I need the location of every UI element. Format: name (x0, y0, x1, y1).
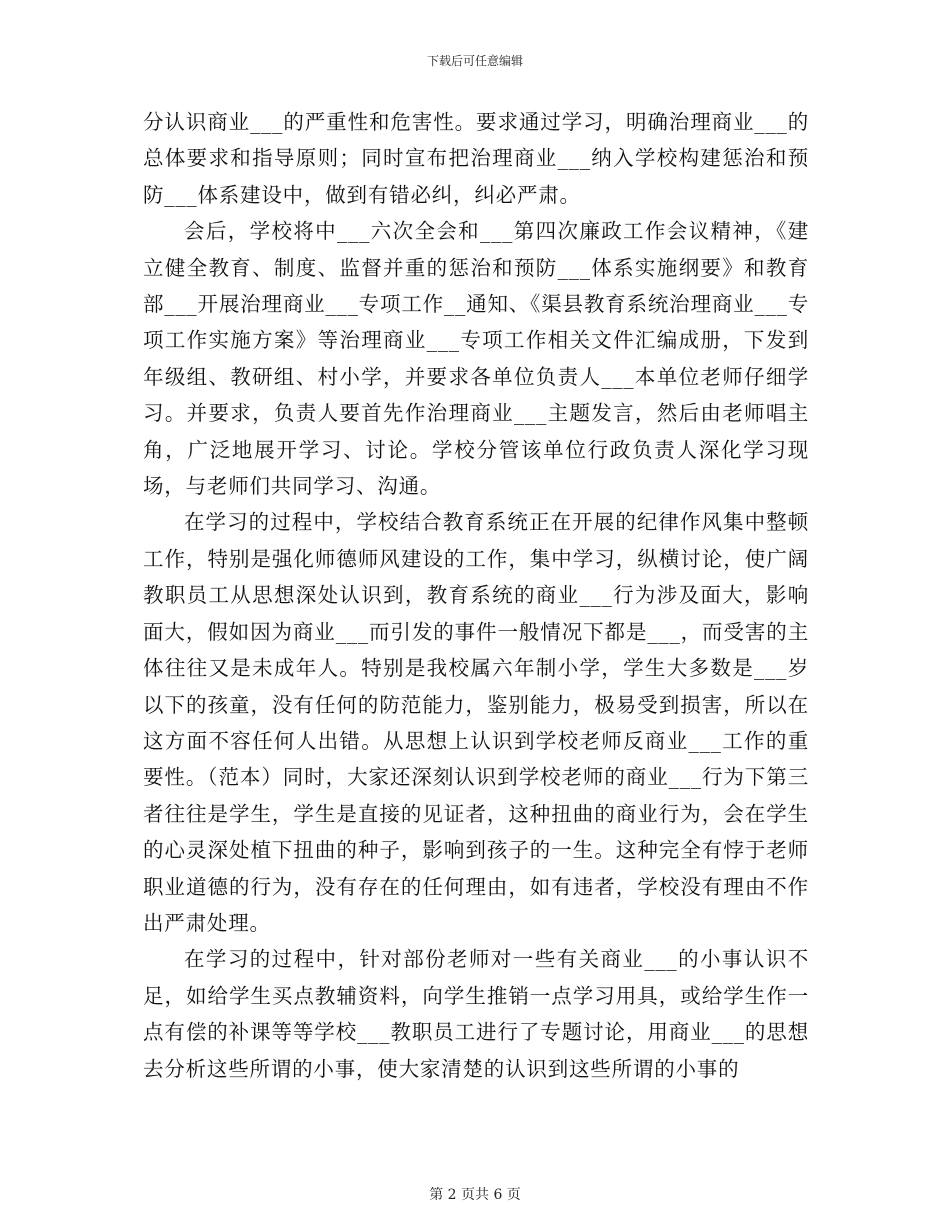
page-header: 下载后可任意编辑 (426, 54, 523, 68)
paragraph: 在学习的过程中，学校结合教育系统正在开展的纪律作风集中整顿工作，特别是强化师德师风建设的工作，集中学习，纵横讨论，使广阔教职员工从思想深处认识到，教育系统的商业___行为涉及面大，影响面大，假如因为商业___而引发的事件一般情况下都是___，而受害的主体往往又是未成年人。特别是我校属六年制小学，学生大多数是___岁以下的孩童，没有任何的防范能力，鉴别能力，极易受到损害，所以在这方面不容任何人出错。从思想上认识到学校老师反商业___工作的重要性。（范本）同时，大家还深刻认识到学校老师的商业___行为下第三者往往是学生，学生是直接的见证者，这种扭曲的商业行为，会在学生的心灵深处植下扭曲的种子，影响到孩子的一生。这种完全有悖于老师职业道德的行为，没有存在的任何理由，如有违者，学校没有理由不作出严肃处理。 (143, 510, 809, 935)
paragraph: 会后，学校将中___六次全会和___第四次廉政工作会议精神，《建立健全教育、制度、监督并重的惩治和预防___体系实施纲要》和教育部___开展治理商业___专项工作__通知、《渠县教育系统治理商业___专项工作实施方案》等治理商业___专项工作相关文件汇编成册，下发到年级组、教研组、村小学，并要求各单位负责人___本单位老师仔细学习。并要求，负责人要首先作治理商业___主题发言，然后由老师唱主角，广泛地展开学习、讨论。学校分管该单位行政负责人深化学习现场，与老师们共同学习、沟通。 (143, 219, 809, 499)
page-footer: 第 2 页共 6 页 (429, 1187, 521, 1203)
paragraph-continued: 分认识商业___的严重性和危害性。要求通过学习，明确治理商业___的总体要求和指导原则；同时宣布把治理商业___纳入学校构建惩治和预防___体系建设中，做到有错必纠，纠必严肃。 (143, 110, 809, 207)
paragraph: 在学习的过程中，针对部份老师对一些有关商业___的小事认识不足，如给学生买点教辅资料，向学生推销一点学习用具，或给学生作一点有偿的补课等等学校___教职员工进行了专题讨论，用商业___的思想去分析这些所谓的小事，使大家清楚的认识到这些所谓的小事的 (143, 947, 809, 1081)
document-body (143, 104, 809, 1087)
